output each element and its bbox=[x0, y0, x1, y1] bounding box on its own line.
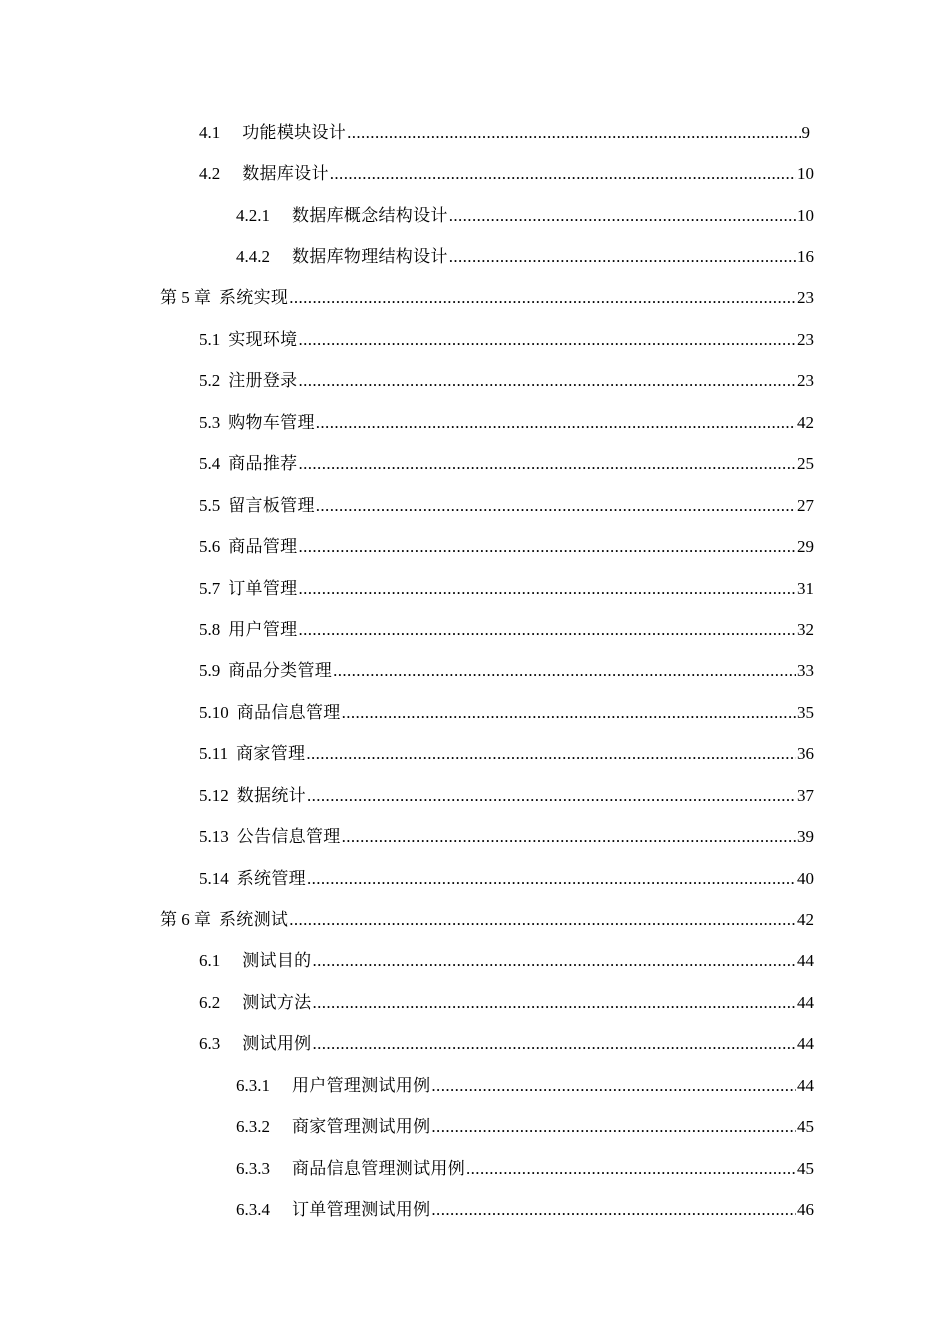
toc-entry[interactable] bbox=[0, 775, 950, 816]
toc-entry-page: 45 bbox=[797, 1158, 814, 1178]
dot-leader bbox=[298, 537, 796, 557]
toc-entry-number: 5.11 bbox=[199, 744, 229, 764]
toc-entry[interactable] bbox=[0, 734, 950, 775]
toc-entry-number: 4.4.2 bbox=[236, 247, 270, 267]
toc-entry[interactable] bbox=[0, 816, 950, 857]
toc-entry[interactable] bbox=[0, 692, 950, 733]
dot-leader bbox=[298, 330, 796, 350]
toc-entry[interactable] bbox=[0, 982, 950, 1023]
toc-entry-page: 44 bbox=[797, 1075, 814, 1095]
toc-entry[interactable] bbox=[0, 526, 950, 567]
toc-entry-title: 商家管理测试用例 bbox=[292, 1117, 431, 1137]
toc-entry-number: 5.13 bbox=[199, 827, 229, 847]
toc-entry-title: 公告信息管理 bbox=[236, 827, 341, 847]
toc-entry-page: 42 bbox=[797, 412, 814, 432]
dot-leader bbox=[312, 993, 796, 1013]
dot-leader bbox=[312, 951, 796, 971]
toc-entry-label bbox=[199, 164, 329, 184]
toc-entry-label bbox=[199, 869, 306, 889]
toc-entry[interactable] bbox=[0, 236, 950, 277]
toc-entry-number: 5.9 bbox=[199, 661, 221, 681]
toc-entry-number: 4.1 bbox=[199, 122, 221, 142]
toc-entry-title: 数据库概念结构设计 bbox=[292, 205, 448, 225]
dot-leader bbox=[298, 371, 796, 391]
dot-leader bbox=[312, 1034, 796, 1054]
toc-entry-title: 系统实现 bbox=[219, 288, 289, 308]
dot-leader bbox=[289, 910, 796, 930]
toc-entry-page: 39 bbox=[797, 827, 814, 847]
dot-leader bbox=[298, 454, 796, 474]
toc-entry[interactable] bbox=[0, 444, 950, 485]
toc-entry-label bbox=[199, 454, 297, 474]
dot-leader bbox=[307, 786, 796, 806]
toc-entry-label bbox=[236, 247, 448, 267]
toc-entry-page: 10 bbox=[797, 205, 814, 225]
toc-entry-number: 5.4 bbox=[199, 454, 221, 474]
toc-entry-title: 用户管理 bbox=[228, 619, 298, 639]
toc-entry-number: 5.10 bbox=[199, 702, 229, 722]
toc-entry-label bbox=[199, 786, 306, 806]
toc-entry-title: 系统管理 bbox=[236, 868, 306, 888]
toc-entry-label bbox=[199, 661, 332, 681]
toc-entry[interactable] bbox=[0, 1065, 950, 1106]
toc-entry-label bbox=[236, 1200, 430, 1220]
toc-entry-label bbox=[236, 206, 448, 226]
toc-entry-title: 订单管理测试用例 bbox=[292, 1200, 431, 1220]
toc-entry[interactable] bbox=[0, 609, 950, 650]
toc-entry-title: 数据统计 bbox=[236, 785, 306, 805]
dot-leader bbox=[333, 661, 796, 681]
toc-entry-page: 31 bbox=[797, 578, 814, 598]
toc-entry-label bbox=[199, 744, 305, 764]
toc-entry[interactable] bbox=[0, 1148, 950, 1189]
toc-entry-number: 6.3 bbox=[199, 1034, 221, 1054]
toc-entry-number: 5.7 bbox=[199, 578, 221, 598]
toc-entry[interactable] bbox=[0, 112, 950, 153]
toc-entry[interactable] bbox=[0, 941, 950, 982]
toc-entry-number: 6.2 bbox=[199, 992, 221, 1012]
toc-entry-title: 商品管理 bbox=[228, 537, 298, 557]
toc-entry-page: 33 bbox=[797, 661, 814, 681]
dot-leader bbox=[449, 247, 796, 267]
toc-entry-title: 数据库物理结构设计 bbox=[292, 247, 448, 267]
toc-entry-number: 5.2 bbox=[199, 371, 221, 391]
toc-entry-label bbox=[236, 1117, 430, 1137]
toc-entry-number: 4.2.1 bbox=[236, 205, 270, 225]
toc-entry-title: 留言板管理 bbox=[228, 495, 315, 515]
toc-entry-page: 36 bbox=[797, 744, 814, 764]
toc-entry-page: 10 bbox=[797, 164, 814, 184]
toc-entry[interactable] bbox=[0, 1107, 950, 1148]
toc-entry-title: 测试用例 bbox=[242, 1034, 312, 1054]
toc-entry-number: 5.14 bbox=[199, 868, 229, 888]
toc-entry-label bbox=[236, 1159, 465, 1179]
toc-entry[interactable] bbox=[0, 361, 950, 402]
toc-entry-number: 6.3.2 bbox=[236, 1117, 270, 1137]
toc-entry-page: 25 bbox=[797, 454, 814, 474]
toc-entry-number: 5.3 bbox=[199, 412, 221, 432]
toc-entry-label bbox=[199, 993, 311, 1013]
toc-entry-chapter[interactable] bbox=[0, 899, 950, 940]
dot-leader bbox=[431, 1200, 796, 1220]
dot-leader bbox=[431, 1117, 796, 1137]
toc-entry-number: 6.3.3 bbox=[236, 1158, 270, 1178]
dot-leader bbox=[316, 496, 796, 516]
dot-leader bbox=[316, 413, 796, 433]
toc-entry-label bbox=[199, 123, 346, 143]
toc-entry-page: 44 bbox=[797, 1034, 814, 1054]
toc-entry-chapter[interactable] bbox=[0, 278, 950, 319]
toc-entry[interactable] bbox=[0, 319, 950, 360]
dot-leader bbox=[449, 206, 796, 226]
toc-entry-label bbox=[236, 1076, 430, 1096]
toc-entry-number: 5.1 bbox=[199, 329, 221, 349]
toc-entry-number: 第 6 章 bbox=[160, 910, 211, 930]
toc-entry-page: 37 bbox=[797, 785, 814, 805]
toc-entry-title: 系统测试 bbox=[219, 910, 289, 930]
toc-entry-label bbox=[199, 1034, 311, 1054]
dot-leader bbox=[330, 164, 796, 184]
toc-entry-number: 4.2 bbox=[199, 164, 221, 184]
toc-entry-label bbox=[160, 288, 288, 308]
toc-entry-page: 27 bbox=[797, 495, 814, 515]
toc-entry-label bbox=[199, 537, 297, 557]
toc-entry-title: 购物车管理 bbox=[228, 412, 315, 432]
toc-entry[interactable] bbox=[0, 858, 950, 899]
toc-entry-label bbox=[199, 620, 297, 640]
toc-entry-title: 订单管理 bbox=[228, 578, 298, 598]
toc-entry-number: 第 5 章 bbox=[160, 288, 211, 308]
dot-leader bbox=[342, 827, 796, 847]
toc-entry-page: 23 bbox=[797, 288, 814, 308]
dot-leader bbox=[306, 744, 796, 764]
toc-entry[interactable] bbox=[0, 485, 950, 526]
toc-entry-title: 注册登录 bbox=[228, 371, 298, 391]
toc-entry-page: 29 bbox=[797, 537, 814, 557]
dot-leader bbox=[431, 1076, 796, 1096]
toc-entry-number: 6.1 bbox=[199, 951, 221, 971]
toc-entry[interactable] bbox=[0, 195, 950, 236]
toc-entry-label bbox=[199, 951, 311, 971]
toc-entry-number: 5.12 bbox=[199, 785, 229, 805]
toc-entry-label bbox=[199, 330, 297, 350]
dot-leader bbox=[298, 579, 796, 599]
toc-entry-title: 商品分类管理 bbox=[228, 661, 333, 681]
toc-entry-page: 32 bbox=[797, 619, 814, 639]
toc-entry-label bbox=[199, 371, 297, 391]
toc-entry-label bbox=[160, 910, 288, 930]
toc-entry-title: 数据库设计 bbox=[242, 164, 329, 184]
toc-entry-page: 44 bbox=[797, 951, 814, 971]
toc-entry-title: 商家管理 bbox=[236, 744, 306, 764]
toc-entry-page: 23 bbox=[797, 371, 814, 391]
toc-entry-label bbox=[199, 579, 297, 599]
dot-leader bbox=[347, 123, 800, 143]
toc-entry-page: 16 bbox=[797, 247, 814, 267]
toc-entry-number: 5.8 bbox=[199, 619, 221, 639]
toc-entry-label bbox=[199, 413, 315, 433]
dot-leader bbox=[307, 869, 796, 889]
toc-entry-title: 用户管理测试用例 bbox=[292, 1075, 431, 1095]
toc-entry[interactable] bbox=[0, 651, 950, 692]
toc-entry[interactable] bbox=[0, 1189, 950, 1230]
toc-entry[interactable] bbox=[0, 402, 950, 443]
toc-entry-title: 测试方法 bbox=[242, 992, 312, 1012]
toc-entry-page: 35 bbox=[797, 702, 814, 722]
toc-entry-label bbox=[199, 827, 341, 847]
toc-entry-title: 测试目的 bbox=[242, 951, 312, 971]
toc-entry-number: 6.3.1 bbox=[236, 1075, 270, 1095]
toc-entry-label bbox=[199, 703, 341, 723]
table-of-contents bbox=[0, 112, 950, 1231]
toc-entry-label bbox=[199, 496, 315, 516]
dot-leader bbox=[298, 620, 796, 640]
toc-entry-number: 5.5 bbox=[199, 495, 221, 515]
toc-entry-page: 42 bbox=[797, 910, 814, 930]
toc-entry[interactable] bbox=[0, 568, 950, 609]
dot-leader bbox=[342, 703, 796, 723]
toc-entry-page: 9 bbox=[801, 122, 810, 142]
dot-leader bbox=[289, 288, 796, 308]
dot-leader bbox=[466, 1159, 796, 1179]
toc-entry[interactable] bbox=[0, 1024, 950, 1065]
toc-entry-title: 功能模块设计 bbox=[242, 122, 347, 142]
toc-entry[interactable] bbox=[0, 153, 950, 194]
toc-entry-page: 23 bbox=[797, 329, 814, 349]
toc-entry-number: 5.6 bbox=[199, 537, 221, 557]
toc-entry-number: 6.3.4 bbox=[236, 1200, 270, 1220]
toc-entry-page: 40 bbox=[797, 868, 814, 888]
toc-entry-title: 商品信息管理 bbox=[236, 702, 341, 722]
toc-entry-title: 商品信息管理测试用例 bbox=[292, 1158, 465, 1178]
toc-entry-page: 46 bbox=[797, 1200, 814, 1220]
toc-entry-page: 45 bbox=[797, 1117, 814, 1137]
toc-entry-page: 44 bbox=[797, 992, 814, 1012]
toc-entry-title: 实现环境 bbox=[228, 329, 298, 349]
toc-entry-title: 商品推荐 bbox=[228, 454, 298, 474]
